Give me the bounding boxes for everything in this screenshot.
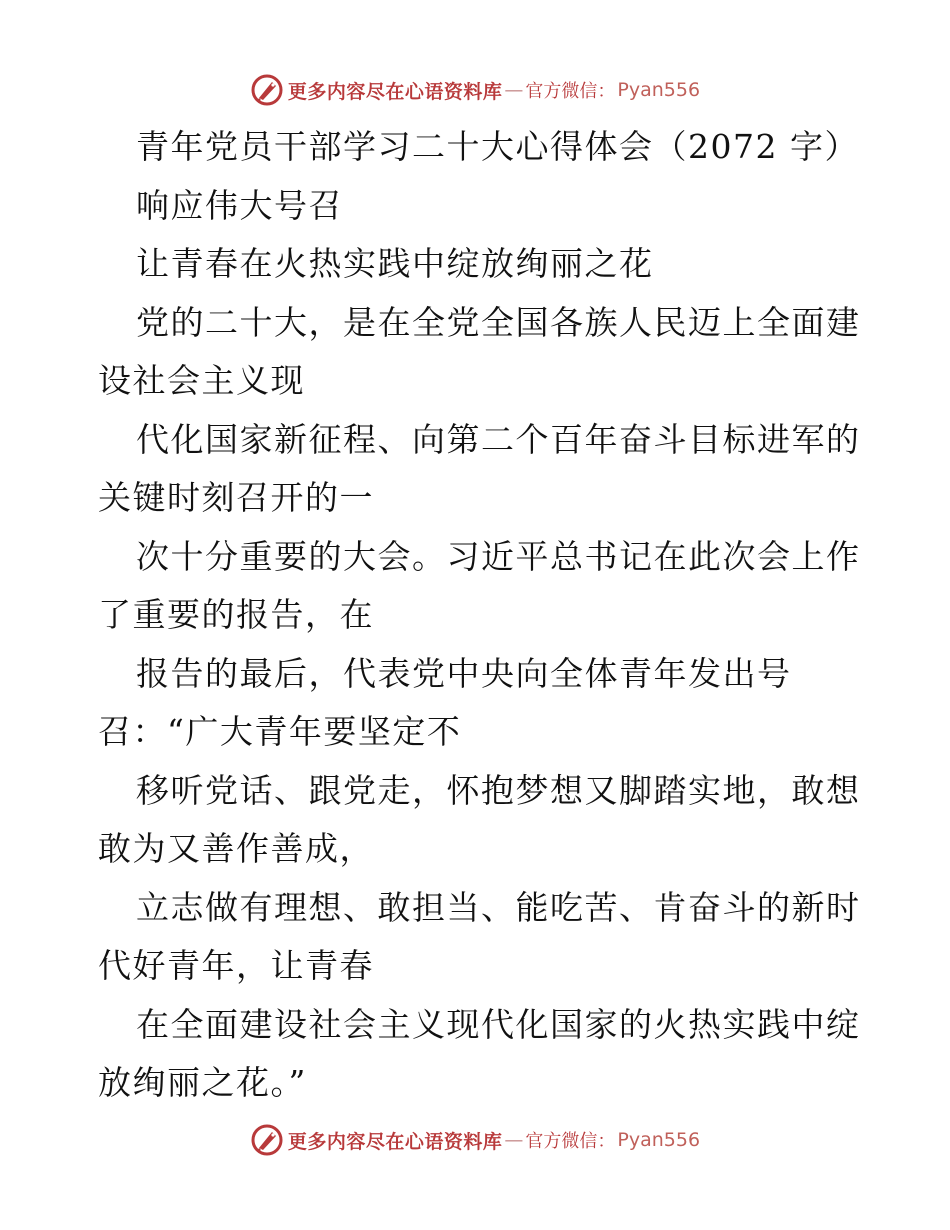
text-line: 次十分重要的大会。习近平总书记在此次会上作: [136, 536, 861, 576]
banner-dash: —: [504, 79, 524, 101]
text-line: 设社会主义现: [98, 361, 305, 400]
banner-dash: —: [504, 1129, 524, 1151]
text-line: 代化国家新征程、向第二个百年奋斗目标进军的: [136, 419, 861, 459]
banner-brand-text: 更多内容尽在心语资料库: [287, 80, 503, 103]
banner-wechat-id: Pyan556: [617, 79, 701, 101]
text-line: 在全面建设社会主义现代化国家的火热实践中绽: [136, 1004, 861, 1044]
text-line: 了重要的报告，在: [98, 595, 374, 634]
pen-logo-icon: [250, 1123, 284, 1157]
banner-wechat-label: 官方微信：: [525, 81, 616, 102]
pen-logo-icon: [250, 73, 284, 107]
text-line: 报告的最后，代表党中央向全体青年发出号: [136, 653, 792, 693]
text-line: 立志做有理想、敢担当、能吃苦、肯奋斗的新时: [136, 887, 861, 927]
footer-banner: [0, 1120, 950, 1160]
text-line: 召：“广大青年要坚定不: [98, 712, 462, 751]
document-body: [98, 118, 861, 1113]
text-line: 代好青年，让青春: [98, 946, 374, 985]
text-line: 响应伟大号召: [136, 185, 343, 225]
banner-wechat-label: 官方微信：: [525, 1131, 616, 1152]
text-line: 关键时刻召开的一: [98, 478, 374, 517]
text-line: 党的二十大，是在全党全国各族人民迈上全面建: [136, 302, 861, 342]
text-line: 让青春在火热实践中绽放绚丽之花: [136, 244, 654, 283]
text-line: 青年党员干部学习二十大心得体会（2072 字）: [136, 127, 859, 166]
banner-wechat-id: Pyan556: [617, 1129, 701, 1151]
header-banner: [0, 70, 950, 110]
text-line: 敢为又善作善成，: [98, 829, 374, 868]
banner-brand-text: 更多内容尽在心语资料库: [287, 1130, 503, 1153]
text-line: 移听党话、跟党走，怀抱梦想又脚踏实地，敢想: [136, 770, 861, 810]
text-line: 放绚丽之花。”: [98, 1063, 307, 1102]
